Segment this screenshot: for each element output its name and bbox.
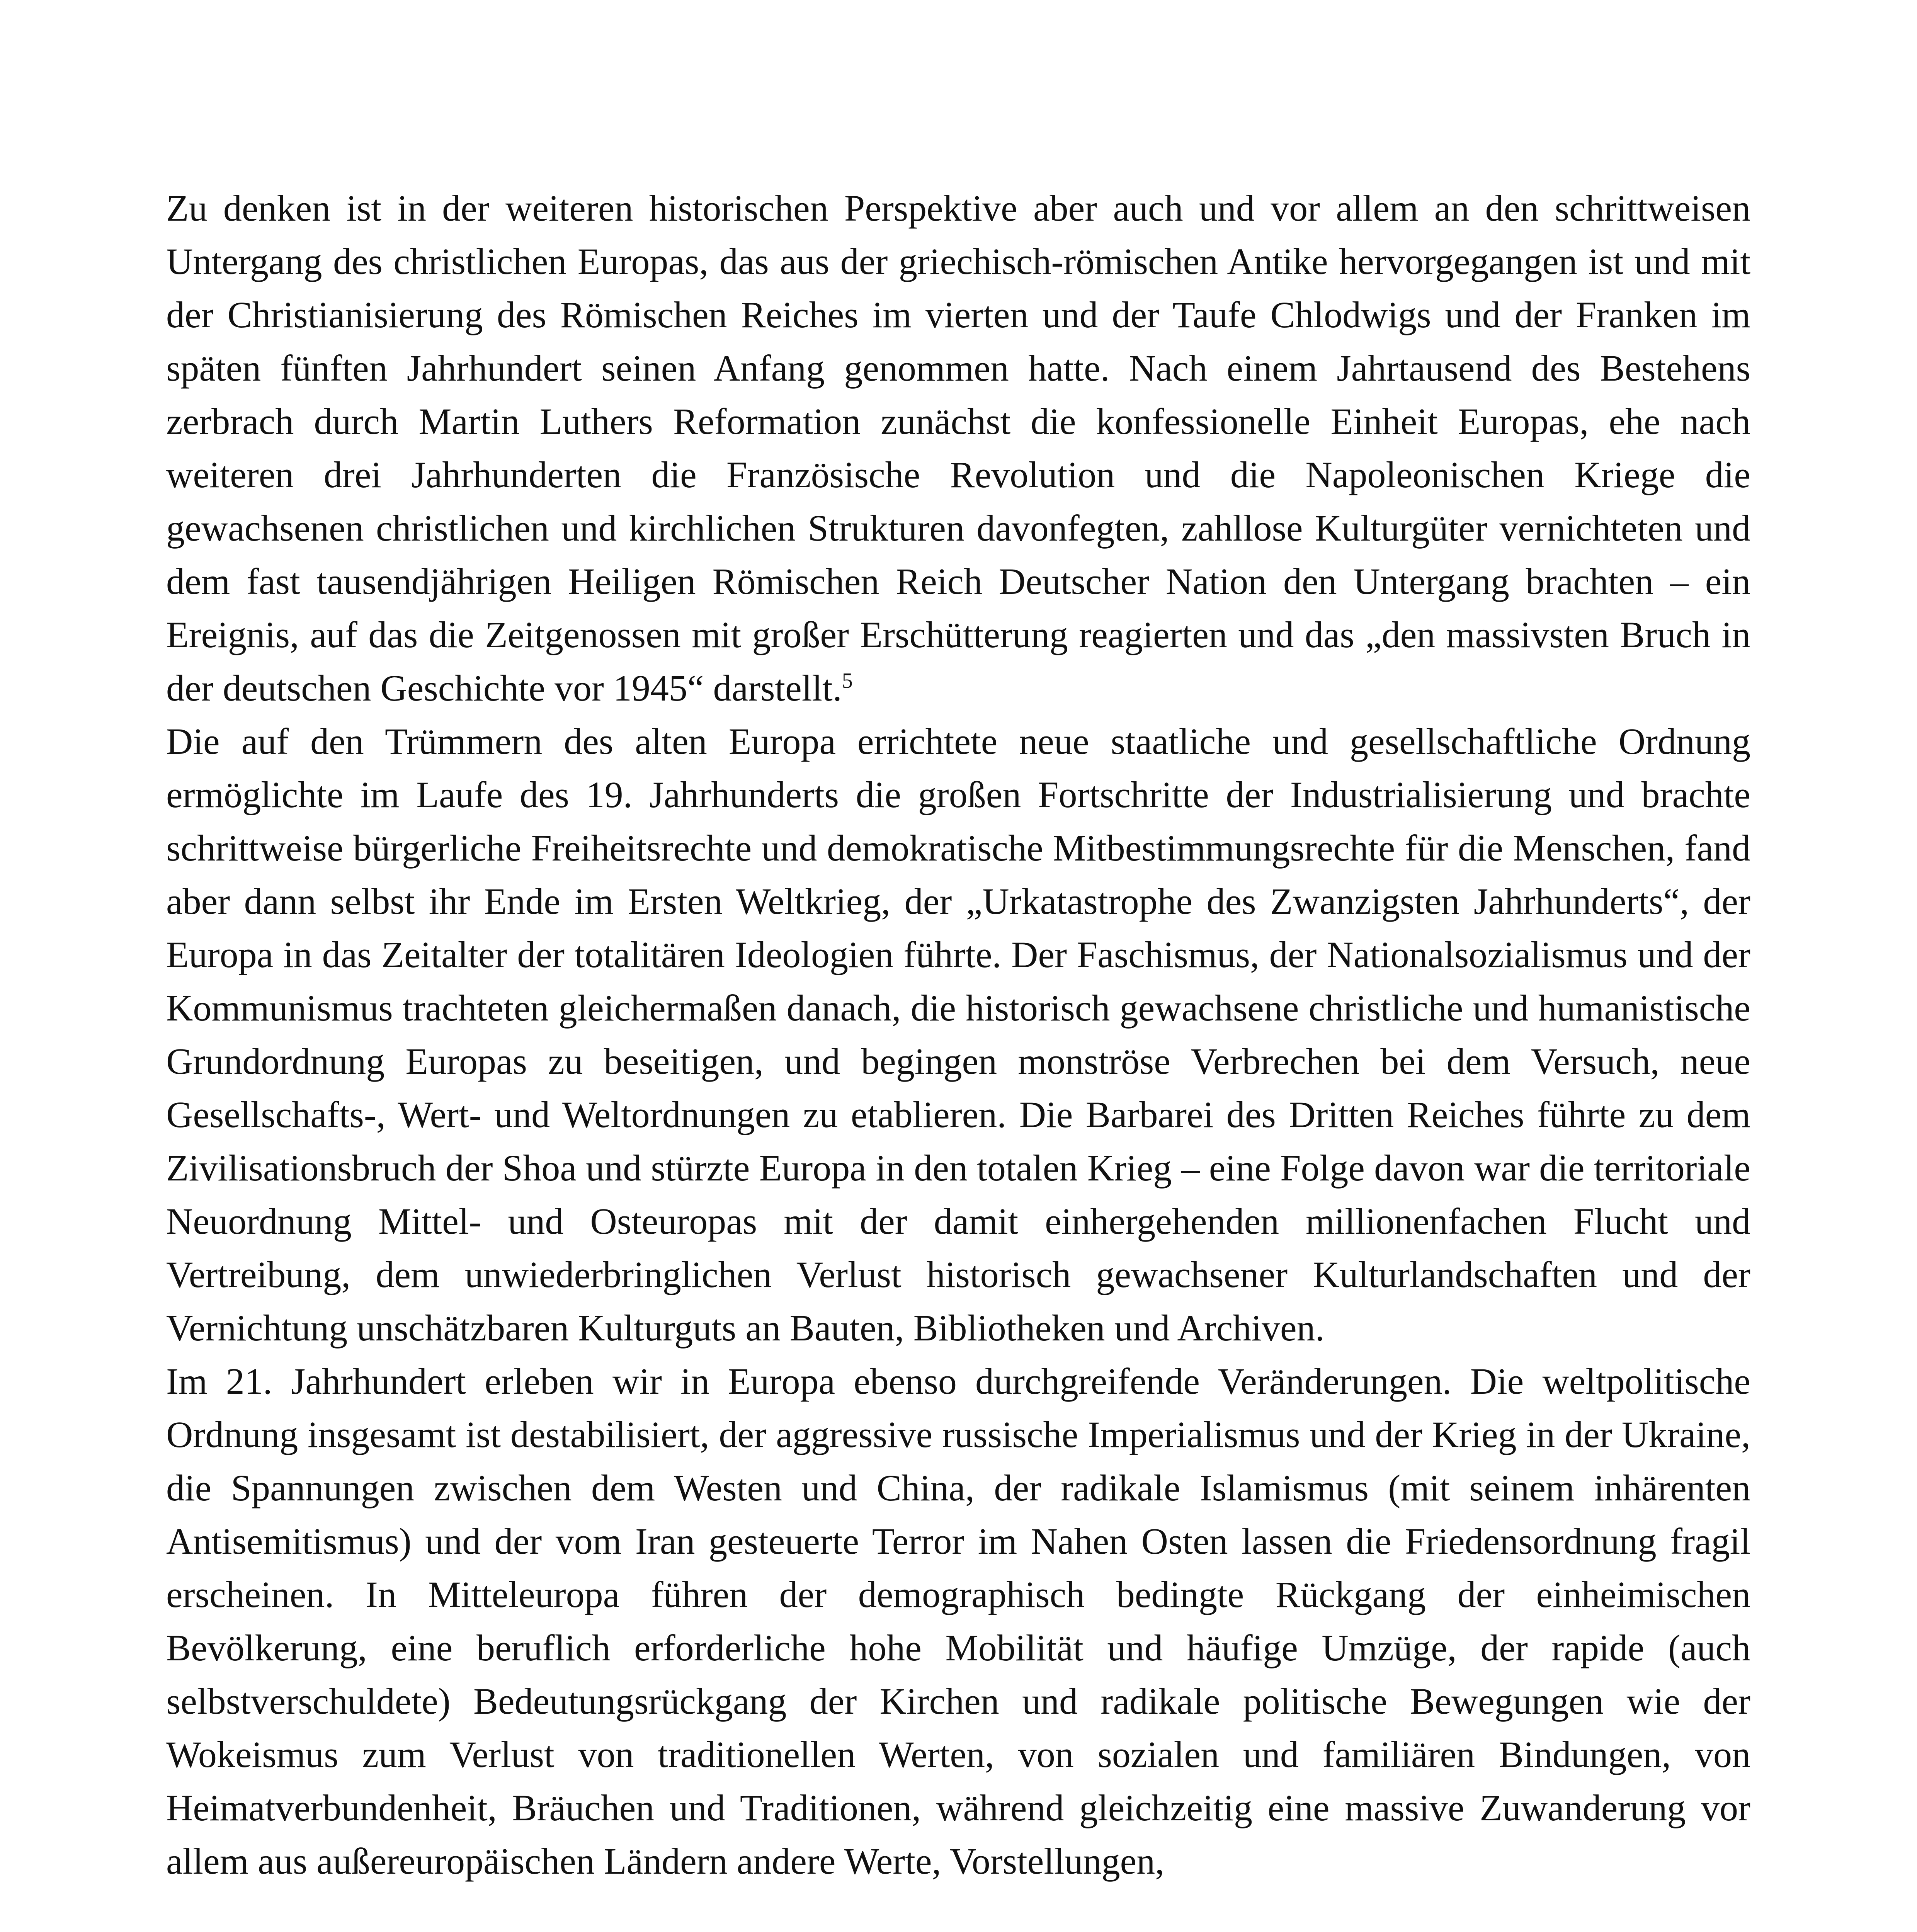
paragraph-3: Im 21. Jahrhundert erleben wir in Europa ebenso durchgreifende Veränderungen. Die weltpolitische Ordnung insgesamt ist destabilisiert, der aggressive russische Imperialismus und der Krieg in der Ukraine, die Spannungen zwischen dem Westen und China, der radikale Islamismus (mit seinem inhärenten Antisemitismus) und der vom Iran gesteuerte Terror im Nahen Osten lassen die Friedensordnung fragil erscheinen. In Mitteleuropa führen der demographisch bedingte Rückgang der einheimischen Bevölkerung, eine beruflich erforderliche hohe Mobilität und häufige Umzüge, der rapide (auch selbstverschuldete) Bedeutungsrückgang der Kirchen und radikale politische Bewegungen wie der Wokeismus zum Verlust von traditionellen Werten, von sozialen und familiären Bindungen, von Heimatverbundenheit, Bräuchen und Traditionen, während gleichzeitig eine massive Zuwanderung vor allem aus außereuropäischen Ländern andere Werte, Vorstellungen, <box>166 1361 1750 1882</box>
footnote-reference-5: 5 <box>842 669 853 693</box>
main-text <box>166 182 1750 1888</box>
paragraph-1-text: Zu denken ist in der weiteren historischen Perspektive aber auch und vor allem an den schrittweisen Untergang des christlichen Europas, das aus der griechisch-römischen Antike hervorgegangen ist und mit der Christianisierung des Römischen Reiches im vierten und der Taufe Chlodwigs und der Franken im späten fünften Jahrhundert seinen Anfang genommen hatte. Nach einem Jahrtausend des Bestehens zerbrach durch Martin Luthers Reformation zunächst die konfessionelle Einheit Europas, ehe nach weiteren drei Jahrhunderten die Französische Revolution und die Napoleonischen Kriege die gewachsenen christlichen und kirchlichen Strukturen davonfegten, zahllose Kulturgüter vernichteten und dem fast tausendjährigen Heiligen Römischen Reich Deutscher Nation den Untergang brachten – ein Ereignis, auf das die Zeitgenossen mit großer Erschütterung reagierten und das „den massivsten Bruch in der deutschen Geschichte vor 1945“ darstellt. <box>166 187 1750 709</box>
paragraph-1 <box>166 182 1750 715</box>
paragraph-2: Die auf den Trümmern des alten Europa errichtete neue staatliche und gesellschaftliche Ordnung ermöglichte im Laufe des 19. Jahrhunderts die großen Fortschritte der Industrialisierung und brachte schrittweise bürgerliche Freiheitsrechte und demokratische Mitbestimmungsrechte für die Menschen, fand aber dann selbst ihr Ende im Ersten Weltkrieg, der „Urkatastrophe des Zwanzigsten Jahrhunderts“, der Europa in das Zeitalter der totalitären Ideologien führte. Der Faschismus, der Nationalsozialismus und der Kommunismus trachteten gleichermaßen danach, die historisch gewachsene christliche und humanistische Grundordnung Europas zu beseitigen, und begingen monströse Verbrechen bei dem Versuch, neue Gesellschafts-, Wert- und Weltordnungen zu etablieren. Die Barbarei des Dritten Reiches führte zu dem Zivilisationsbruch der Shoa und stürzte Europa in den totalen Krieg – eine Folge davon war die territoriale Neuordnung Mittel- und Osteuropas mit der damit einhergehenden millionenfachen Flucht und Vertreibung, dem unwiederbringlichen Verlust historisch gewachsener Kulturlandschaften und der Vernichtung unschätzbaren Kulturguts an Bauten, Bibliotheken und Archiven. <box>166 721 1750 1349</box>
